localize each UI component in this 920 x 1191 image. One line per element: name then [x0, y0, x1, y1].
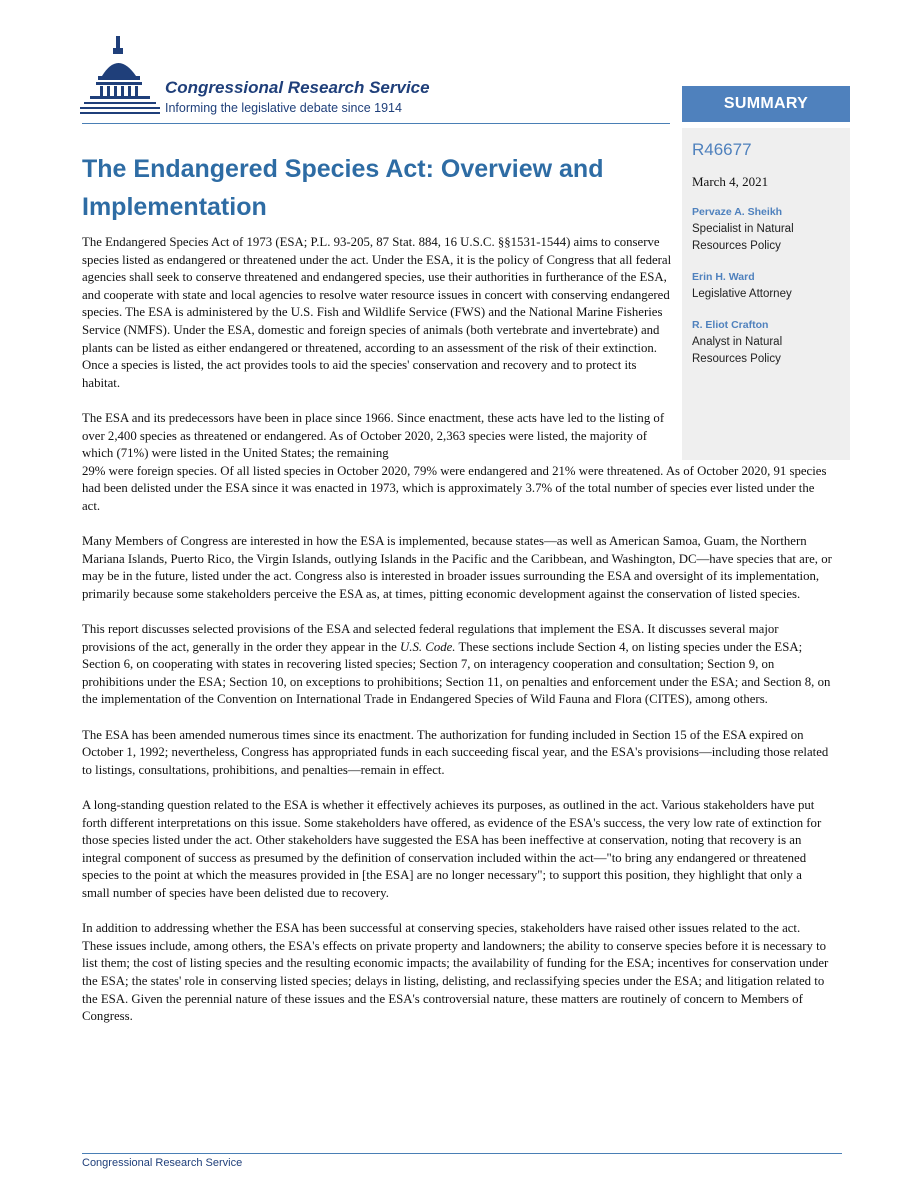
report-date: March 4, 2021	[692, 174, 769, 189]
paragraph: In addition to addressing whether the ESA has been successful at conserving species, stakeholders have raised other issues related to the act. These issues include, among others, the ESA's effects on private property and landowners; the ability to conserve species before it is necessary to list them; the cost of listing species and the resulting economic impacts; the availability of funding for the ESA; incentives for conservation under the ESA; the states' role in conserving listed species; delays in listing, delisting, and reclassifying species under the ESA; and litigation related to the ESA. Given the perennial nature of these issues and the ESA's controversial nature, these matters are routinely of concern to Members of Congress.	[82, 921, 829, 1024]
report-number: R46677	[692, 140, 752, 159]
paragraph: A long-standing question related to the ESA is whether it effectively achieves its purposes, as outlined in the act. Various stakeholders have put forth different interpretations on this issue. Some stakeholders have offered, as evidence of the ESA's success, the very low rate of extinction for those species listed under the act. Other stakeholders have suggested the ESA has been ineffective at conservation, noting that recovery is an integral component of success as presumed by the definition of conservation included within the act—"to bring any endangered or threatened species to the point at which the measures provided in [the ESA] are no longer necessary"; to support this position, they highlight that only a small number of species have been delisted due to recovery.	[82, 798, 822, 900]
paragraph: The ESA has been amended numerous times since its enactment. The authorization for funding included in Section 15 of the ESA expired on October 1, 1992; nevertheless, Congress has appropriated funds in each succeeding fiscal year, and the ESA's provisions—including those related to listings, consultations, prohibitions, and penalties—remain in effect.	[82, 727, 829, 777]
author-role: Specialist in Natural Resources Policy	[692, 223, 794, 252]
author-name[interactable]: Pervaze A. Sheikh	[692, 206, 783, 218]
header-divider	[82, 123, 670, 124]
paragraph-narrow-part: The ESA and its predecessors have been in place since 1966. Since enactment, these acts have led to the listing of over 2,400 species as threatened or endangered. As of October 2020, 2,363 species were listed, the majority of which (71%) were listed in the United States; the remaining	[82, 410, 665, 461]
summary-body	[82, 234, 832, 1043]
author-role: Analyst in Natural Resources Policy	[692, 336, 783, 365]
summary-label: SUMMARY	[682, 86, 850, 122]
footer-org: Congressional Research Service	[82, 1157, 243, 1169]
capitol-dome-icon	[80, 36, 160, 120]
paragraph: Many Members of Congress are interested in how the ESA is implemented, because states—as well as American Samoa, Guam, the Northern Mariana Islands, Puerto Rico, the Virgin Islands, outlying Islands in the Pacific and the Caribbean, and Washington, DC—have species that are, or may be in the future, listed under the act. Congress also is interested in broader issues surrounding the ESA and oversight of its implementation, primarily because some stakeholders perceive the ESA as, at times, pitting economic development against the conservation of listed species.	[82, 534, 832, 601]
paragraph-wide-part: 29% were foreign species. Of all listed species in October 2020, 79% were endangered and 21% were threatened. As of October 2020, 91 species had been delisted under the ESA since it was enacted in 1973, which is approximately 3.7% of the total number of species ever listed under the act.	[82, 463, 827, 513]
code-citation: U.S. Code.	[400, 639, 456, 654]
report-title: The Endangered Species Act: Overview and Implementation	[82, 155, 604, 221]
crs-logo	[80, 36, 680, 126]
paragraph-text: This report discusses selected provisions of the ESA and selected federal regulations that implement the ESA. It discusses several major provisions of the act, generally in the order they appear in the	[82, 622, 779, 654]
author-name[interactable]: Erin H. Ward	[692, 271, 755, 283]
org-tagline: Informing the legislative debate since 1914	[165, 101, 402, 115]
footer-divider	[82, 1153, 842, 1154]
paragraph	[82, 621, 832, 709]
paragraph-text: These sections include Section 4, on listing species under the ESA; Section 6, on cooperating with states in recovering listed species; Section 7, on interagency cooperation and consultation; Section 9, on prohibitions under the ESA; Section 10, on exceptions to prohibitions; Section 11, on penalties and enforcement under the ESA; and Section 8, on the implementation of the Convention on International Trade in Endangered Species of Wild Fauna and Flora (CITES), among others.	[82, 639, 831, 707]
author-name[interactable]: R. Eliot Crafton	[692, 319, 769, 331]
paragraph: The Endangered Species Act of 1973 (ESA; P.L. 93-205, 87 Stat. 884, 16 U.S.C. §§1531-1544) aims to conserve species listed as endangered or threatened under the act. Under the ESA, it is the policy of Congress that all federal agencies shall seek to conserve threatened and endangered species, use their authorities in furtherance of the ESA, and cooperate with state and local agencies to resolve water resource issues in concert with conserving endangered species. The ESA is administered by the U.S. Fish and Wildlife Service (FWS) and the National Marine Fisheries Service (NMFS). Under the ESA, domestic and foreign species of animals (both vertebrate and invertebrate) and plants can be listed as either endangered or threatened, according to an assessment of the risk of their extinction. Once a species is listed, the act provides tools to aid the species' conservation and recovery and to protect its habitat.	[82, 235, 672, 390]
author-role: Legislative Attorney	[692, 288, 792, 300]
paragraph	[82, 410, 832, 516]
org-name: Congressional Research Service	[165, 78, 430, 97]
